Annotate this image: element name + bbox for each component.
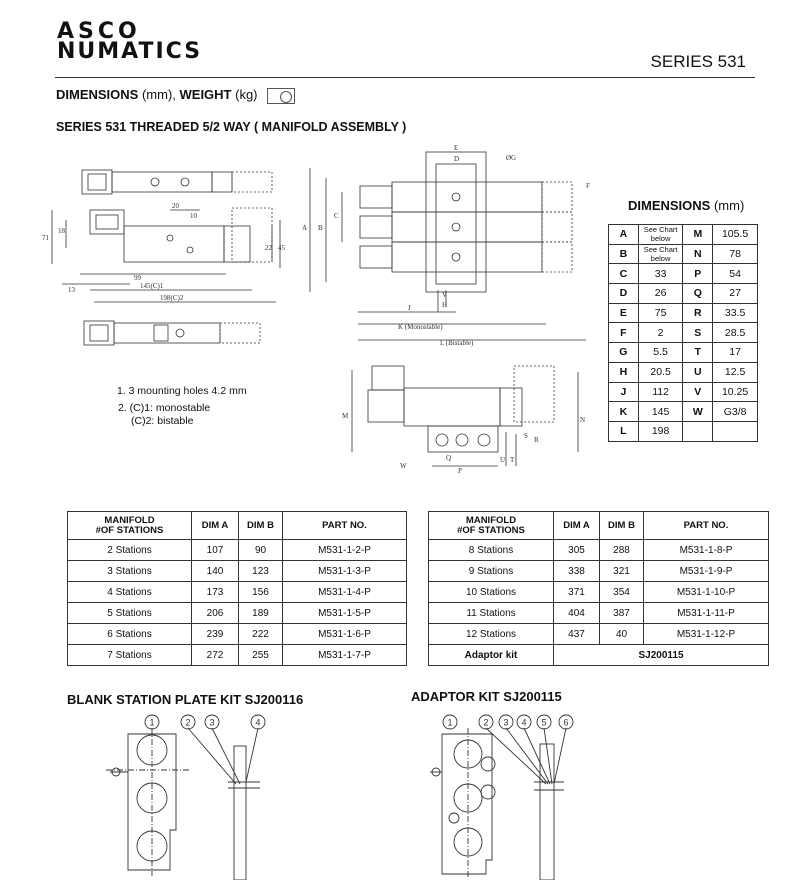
dimension-key: W <box>683 402 713 422</box>
dim-u-label: U <box>500 456 506 464</box>
cell-part: M531-1-4-P <box>283 582 407 603</box>
callout-number: 1 <box>149 717 155 728</box>
cell-stations: 5 Stations <box>68 603 192 624</box>
manifold-table-right <box>428 511 769 666</box>
table-row <box>429 624 769 645</box>
dimension-value: 198 <box>638 421 683 441</box>
dim-10-label: 10 <box>190 212 197 220</box>
valve-top-view <box>82 170 272 194</box>
dimension-key: G <box>609 343 639 363</box>
dimensions-label: DIMENSIONS <box>56 87 139 102</box>
dim-99-label: 99 <box>134 274 141 282</box>
dim-e-label: E <box>454 144 459 152</box>
dimension-row <box>609 402 758 422</box>
header-dim-b: DIM B <box>600 512 644 540</box>
dimension-row <box>609 284 758 304</box>
dim-20-label: 20 <box>172 202 179 210</box>
dimension-value: 112 <box>638 382 683 402</box>
callout-number: 5 <box>541 717 547 728</box>
cell-b: 288 <box>600 540 644 561</box>
logo-line-2: NUMATICS <box>57 39 203 64</box>
dimension-row <box>609 382 758 402</box>
table-header-row <box>429 512 769 540</box>
cell-b: 354 <box>600 582 644 603</box>
dim-71-label: 71 <box>42 234 49 242</box>
cell-stations: 6 Stations <box>68 624 192 645</box>
adaptor-kit-row <box>429 645 769 666</box>
dimension-value: 78 <box>713 244 758 264</box>
table-row <box>429 561 769 582</box>
dimension-key: D <box>609 284 639 304</box>
dimension-row <box>609 225 758 245</box>
dimension-value: 28.5 <box>713 323 758 343</box>
dimension-row <box>609 303 758 323</box>
weight-label: WEIGHT <box>175 87 232 102</box>
dimension-value: 27 <box>713 284 758 304</box>
cell-part: M531-1-2-P <box>283 540 407 561</box>
dimension-key: P <box>683 264 713 284</box>
callout-number: 2 <box>483 717 489 728</box>
dimension-key: E <box>609 303 639 323</box>
dim-s-label: S <box>524 432 528 440</box>
callout-number: 6 <box>563 717 569 728</box>
dimension-row <box>609 264 758 284</box>
header-dim-b: DIM B <box>239 512 283 540</box>
dim-t-label: T <box>510 456 515 464</box>
callout-number: 3 <box>503 717 509 728</box>
dimension-key: H <box>609 362 639 382</box>
cell-stations: 9 Stations <box>429 561 554 582</box>
dimension-row <box>609 421 758 441</box>
dim-w-label: W <box>400 462 407 470</box>
header-stations <box>68 512 192 540</box>
cell-stations: 3 Stations <box>68 561 192 582</box>
header-stations-line2: #OF STATIONS <box>457 524 525 536</box>
header-part-no: PART NO. <box>644 512 769 540</box>
adaptor-kit-title: ADAPTOR KIT SJ200115 <box>411 689 562 704</box>
dim-b-label: B <box>318 224 323 232</box>
cell-stations: 4 Stations <box>68 582 192 603</box>
dim-g-label: ØG <box>506 154 517 162</box>
dim-h-label: H <box>442 301 448 309</box>
dimension-value: 105.5 <box>713 225 758 245</box>
dimension-value: 10.25 <box>713 382 758 402</box>
cell-stations: 7 Stations <box>68 645 192 666</box>
dimension-row <box>609 323 758 343</box>
valve-elevation-view <box>42 202 286 302</box>
cell-a: 404 <box>554 603 600 624</box>
dimensions-table <box>608 224 758 442</box>
cell-b: 255 <box>239 645 283 666</box>
table-row <box>68 645 407 666</box>
dimension-value: 26 <box>638 284 683 304</box>
cell-part: M531-1-12-P <box>644 624 769 645</box>
callout-number: 1 <box>447 717 453 728</box>
dim-q-label: Q <box>446 454 452 462</box>
table-row <box>68 582 407 603</box>
table-row <box>68 561 407 582</box>
header-dim-a: DIM A <box>192 512 239 540</box>
series-header: SERIES 531 <box>650 52 746 71</box>
callout-number: 4 <box>521 717 527 728</box>
dim-a-label: A <box>302 224 308 232</box>
cell-part: M531-1-9-P <box>644 561 769 582</box>
manifold-table-left <box>67 511 407 666</box>
section-title: SERIES 531 THREADED 5/2 WAY ( MANIFOLD ASSEMBLY ) <box>56 120 407 134</box>
dim-18-label: 18 <box>58 227 65 235</box>
cell-part: M531-1-8-P <box>644 540 769 561</box>
dimension-value: 17 <box>713 343 758 363</box>
dimension-key <box>683 421 713 441</box>
dim-n-label: N <box>580 416 586 424</box>
dimension-value: See Chart below <box>638 244 683 264</box>
dim-198-label: 198(C)2 <box>160 294 184 302</box>
table-row <box>429 603 769 624</box>
cell-a: 371 <box>554 582 600 603</box>
dim-p-label: P <box>458 467 462 475</box>
dim-13-label: 13 <box>68 286 75 294</box>
manifold-assembly-drawing <box>296 142 601 357</box>
callout-number: 3 <box>209 717 215 728</box>
dimension-key: V <box>683 382 713 402</box>
cell-a: 239 <box>192 624 239 645</box>
dimension-key: T <box>683 343 713 363</box>
dimension-value <box>713 421 758 441</box>
adaptor-kit-drawing <box>428 710 588 880</box>
callout-number: 2 <box>185 717 191 728</box>
dimension-key: Q <box>683 284 713 304</box>
dimension-row <box>609 362 758 382</box>
drawing-notes <box>117 385 247 432</box>
cell-stations: 11 Stations <box>429 603 554 624</box>
dimension-value: 145 <box>638 402 683 422</box>
dimensions-table-unit: (mm) <box>710 198 745 213</box>
dimensions-table-title-bold: DIMENSIONS <box>628 198 711 213</box>
header-divider <box>55 77 755 78</box>
header-stations-line1: MANIFOLD <box>465 514 517 526</box>
asco-numatics-logo <box>57 19 203 64</box>
cell-part: M531-1-11-P <box>644 603 769 624</box>
table-row <box>429 540 769 561</box>
cell-a: 206 <box>192 603 239 624</box>
dimensions-table-title <box>628 198 744 213</box>
dimension-key: C <box>609 264 639 284</box>
table-row <box>68 603 407 624</box>
valve-side-drawings <box>40 158 290 358</box>
mm-label: (mm), <box>138 87 176 102</box>
cell-b: 222 <box>239 624 283 645</box>
note-monostable: 2. (C)1: monostable <box>118 402 211 414</box>
adaptor-kit-part: SJ200115 <box>554 645 769 666</box>
cell-part: M531-1-7-P <box>283 645 407 666</box>
dimension-key: B <box>609 244 639 264</box>
blank-station-kit-title: BLANK STATION PLATE KIT SJ200116 <box>67 692 304 707</box>
note-mounting-holes: 1. 3 mounting holes 4.2 mm <box>117 385 247 397</box>
dimension-value: G3/8 <box>713 402 758 422</box>
blank-station-kit-drawing <box>100 710 290 880</box>
dimension-value: 2 <box>638 323 683 343</box>
table-row <box>68 624 407 645</box>
dimension-key: N <box>683 244 713 264</box>
cell-a: 338 <box>554 561 600 582</box>
dimension-row <box>609 343 758 363</box>
cell-b: 189 <box>239 603 283 624</box>
dim-c-label: C <box>334 212 339 220</box>
logo-line-1: ASCO <box>57 19 141 44</box>
dimension-row <box>609 244 758 264</box>
cell-b: 123 <box>239 561 283 582</box>
dimension-key: S <box>683 323 713 343</box>
header-stations-line2: #OF STATIONS <box>95 524 164 536</box>
dimension-value: 12.5 <box>713 362 758 382</box>
cell-b: 387 <box>600 603 644 624</box>
dimension-key: F <box>609 323 639 343</box>
dim-m-label: M <box>342 412 349 420</box>
dim-r-label: R <box>534 436 539 444</box>
cell-a: 305 <box>554 540 600 561</box>
cell-part: M531-1-6-P <box>283 624 407 645</box>
dimension-value: 75 <box>638 303 683 323</box>
callout-number: 4 <box>255 717 261 728</box>
dim-22-label: 22 <box>265 244 272 252</box>
adaptor-kit-label: Adaptor kit <box>429 645 554 666</box>
dim-k-label: K (Monostable) <box>398 323 443 331</box>
table-row <box>429 582 769 603</box>
dimension-key: A <box>609 225 639 245</box>
cell-a: 140 <box>192 561 239 582</box>
dim-45-label: 45 <box>278 244 285 252</box>
dim-f-label: F <box>586 182 590 190</box>
dimension-key: M <box>683 225 713 245</box>
cell-b: 321 <box>600 561 644 582</box>
cell-a: 107 <box>192 540 239 561</box>
cell-b: 40 <box>600 624 644 645</box>
dimension-value: 33.5 <box>713 303 758 323</box>
table-header-row <box>68 512 407 540</box>
dim-l-label: L (Bistable) <box>440 339 474 347</box>
dim-145-label: 145(C)1 <box>140 282 164 290</box>
dimension-value: 54 <box>713 264 758 284</box>
dimension-key: R <box>683 303 713 323</box>
cell-stations: 10 Stations <box>429 582 554 603</box>
dim-j-label: J <box>408 304 411 312</box>
cell-part: M531-1-3-P <box>283 561 407 582</box>
table-row <box>68 540 407 561</box>
dimensions-weight-title <box>56 87 295 104</box>
dimension-key: U <box>683 362 713 382</box>
header-part-no: PART NO. <box>283 512 407 540</box>
cell-a: 173 <box>192 582 239 603</box>
dimension-value: See Chart below <box>638 225 683 245</box>
cell-stations: 8 Stations <box>429 540 554 561</box>
note-bistable: (C)2: bistable <box>131 415 194 427</box>
cell-part: M531-1-5-P <box>283 603 407 624</box>
header-dim-a: DIM A <box>554 512 600 540</box>
valve-bottom-view <box>84 321 260 345</box>
weight-icon <box>267 88 295 104</box>
dimension-value: 5.5 <box>638 343 683 363</box>
kg-label: (kg) <box>231 87 258 102</box>
dimension-value: 33 <box>638 264 683 284</box>
cell-b: 90 <box>239 540 283 561</box>
dimension-key: L <box>609 421 639 441</box>
cell-b: 156 <box>239 582 283 603</box>
dimension-key: K <box>609 402 639 422</box>
dim-d-label: D <box>454 155 460 163</box>
header-stations-line1: MANIFOLD <box>104 514 155 526</box>
dim-v-label: V <box>442 291 448 299</box>
cell-stations: 2 Stations <box>68 540 192 561</box>
dimension-key: J <box>609 382 639 402</box>
header-stations <box>429 512 554 540</box>
cell-stations: 12 Stations <box>429 624 554 645</box>
cell-a: 272 <box>192 645 239 666</box>
cell-part: M531-1-10-P <box>644 582 769 603</box>
cell-a: 437 <box>554 624 600 645</box>
dimension-value: 20.5 <box>638 362 683 382</box>
manifold-side-view <box>338 362 598 477</box>
